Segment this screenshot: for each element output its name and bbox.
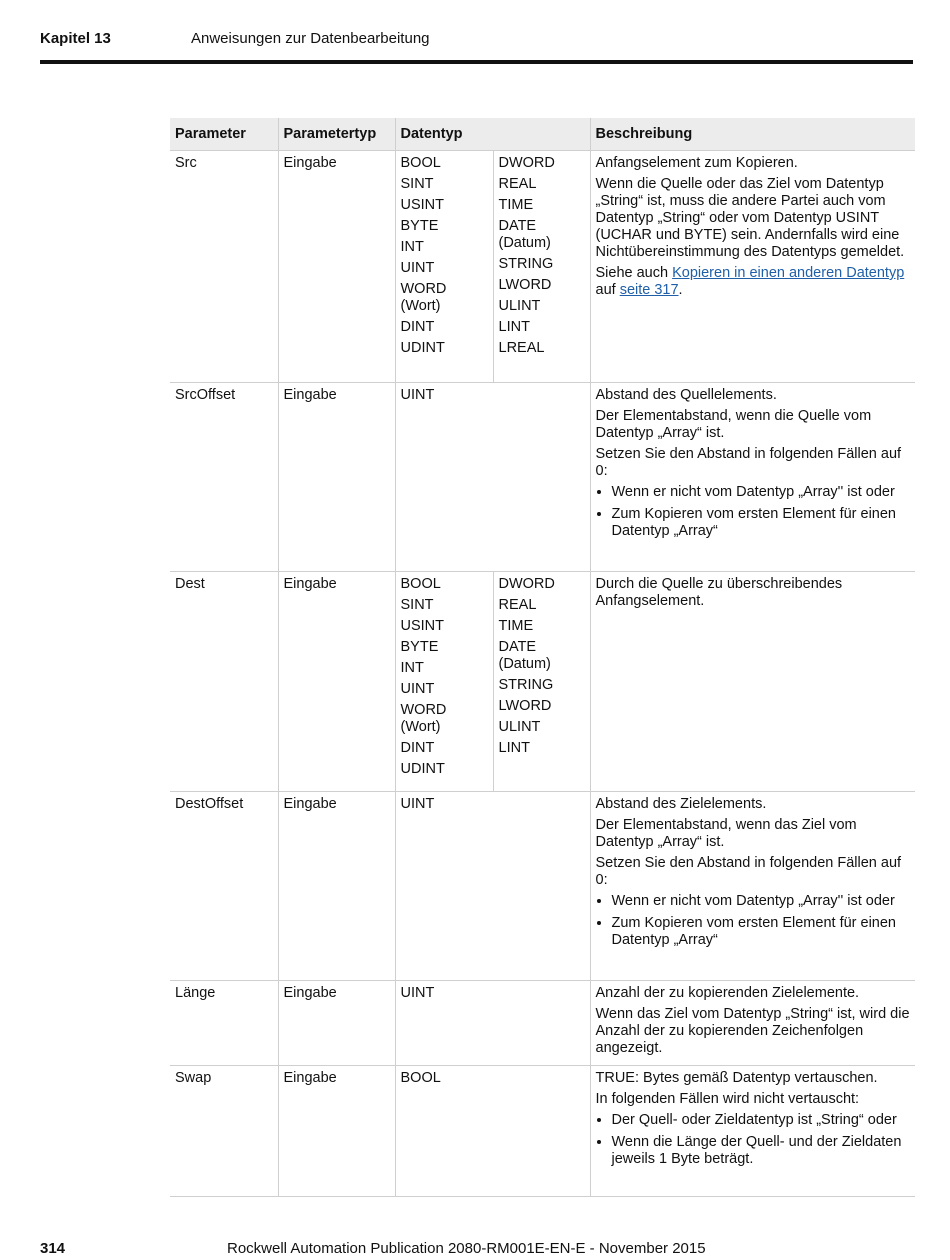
description-line: Durch die Quelle zu überschreibendes Anfangselement. [595,576,843,609]
description-line: Der Elementabstand, wenn das Ziel vom Datentyp „Array“ ist. [595,817,857,850]
datatype-item: INT [400,239,424,255]
page-number: 314 [40,1240,66,1257]
list-item: • Wenn er nicht vom Datentyp „Array'' ist oder [612,484,911,501]
description-cell [590,151,915,383]
description-line [596,265,911,299]
description-line: In folgenden Fällen wird nicht vertauscht: [595,1091,860,1107]
datatype-cell: BOOL [395,1066,590,1197]
datatype-item: REAL [498,176,537,192]
datatype-item: WORD (Wort) [400,702,447,735]
table-row-swap [170,1066,915,1197]
datatype-cell: UINT [395,792,590,981]
link-kopieren-datentyp[interactable]: Kopieren in einen anderen Datentyp [672,265,905,281]
see-also-text: . [678,282,683,298]
param-type: Eingabe [278,383,395,572]
datatype-item: USINT [400,197,444,213]
description-line: Wenn das Ziel vom Datentyp „String“ ist, wird die Anzahl der zu kopierenden Zeichenfolgen angezeigt. [595,1006,910,1056]
description-line: Wenn die Quelle oder das Ziel vom Datentyp „String“ ist, muss die andere Partei auch vom Datentyp „String“ oder vom Datentyp USINT (UCHAR und BYTE) sein. Andernfalls wird eine Nichtübereinstimmung des Datentyps gemeldet. [595,176,905,260]
chapter-title: Anweisungen zur Datenbearbeitung [191,30,430,47]
datatype-item: REAL [498,597,537,613]
param-type: Eingabe [278,1066,395,1197]
description-line: Anfangselement zum Kopieren. [595,155,798,171]
param-type: Eingabe [278,792,395,981]
datatype-item: LINT [498,740,530,756]
datatype-item: STRING [498,677,554,693]
list-item: • Zum Kopieren vom ersten Element für einen Datentyp „Array“ [612,506,911,540]
datatype-item: INT [400,660,424,676]
datatype-item: DWORD [498,576,555,592]
table-row-dest [170,572,915,792]
see-also-text: Siehe auch [595,265,673,281]
parameter-table [170,118,915,1197]
param-name: Dest [170,572,278,792]
datatype-cell [395,572,590,792]
list-item: • Der Quell- oder Zieldatentyp ist „String“ oder [612,1112,911,1129]
datatype-item: LWORD [498,698,552,714]
link-seite-317[interactable]: seite 317 [619,282,679,298]
page-header [40,28,913,64]
param-name: SrcOffset [170,383,278,572]
datatype-item: ULINT [498,298,541,314]
datatype-item: DATE (Datum) [498,639,551,672]
see-also-text: auf [595,282,620,298]
description-line: Setzen Sie den Abstand in folgenden Fällen auf 0: [595,855,902,888]
table-row-srcoffset [170,383,915,572]
datatype-item: UDINT [400,761,445,777]
description-line: Abstand des Quellelements. [595,387,777,403]
table-row-laenge [170,981,915,1066]
description-line: Der Elementabstand, wenn die Quelle vom Datentyp „Array“ ist. [595,408,872,441]
param-name: Swap [170,1066,278,1197]
description-cell [590,1066,915,1197]
datatype-item: DWORD [498,155,555,171]
datatype-item: BOOL [400,155,441,171]
header-parametertyp: Parametertyp [278,118,395,151]
datatype-item: LWORD [498,277,552,293]
table-header-row [170,118,915,151]
datatype-item: BOOL [400,576,441,592]
datatype-cell: UINT [395,981,590,1066]
bullet-list [596,1112,911,1168]
datatype-item: UINT [400,260,435,276]
table-row-src [170,151,915,383]
datatype-item: ULINT [498,719,541,735]
publication-info: Rockwell Automation Publication 2080-RM001E-EN-E - November 2015 [227,1240,706,1257]
description-line: Abstand des Zielelements. [595,796,767,812]
description-line: TRUE: Bytes gemäß Datentyp vertauschen. [595,1070,878,1086]
datatype-list-2 [493,151,590,382]
bullet-list [596,893,911,949]
datatype-list-1 [396,572,493,791]
param-name: Src [170,151,278,383]
datatype-item: TIME [498,618,534,634]
datatype-item: SINT [400,597,434,613]
datatype-cell [395,151,590,383]
table-row-destoffset [170,792,915,981]
param-type: Eingabe [278,151,395,383]
list-item: • Wenn die Länge der Quell- und der Zieldaten jeweils 1 Byte beträgt. [612,1134,911,1168]
datatype-item: BYTE [400,639,439,655]
datatype-item: WORD (Wort) [400,281,447,314]
datatype-item: DINT [400,740,435,756]
param-name: DestOffset [170,792,278,981]
chapter-number: Kapitel 13 [40,30,111,47]
datatype-item: USINT [400,618,444,634]
header-parameter: Parameter [170,118,278,151]
datatype-item: STRING [498,256,554,272]
datatype-list-1 [396,151,493,382]
header-beschreibung: Beschreibung [590,118,915,151]
datatype-item: DATE (Datum) [498,218,551,251]
datatype-cell: UINT [395,383,590,572]
datatype-list-2 [493,572,590,791]
datatype-item: SINT [400,176,434,192]
header-datentyp: Datentyp [395,118,590,151]
datatype-item: DINT [400,319,435,335]
description-line: Anzahl der zu kopierenden Zielelemente. [595,985,860,1001]
description-cell [590,981,915,1066]
description-cell [590,572,915,792]
bullet-list [596,484,911,540]
param-type: Eingabe [278,981,395,1066]
description-cell [590,383,915,572]
description-cell [590,792,915,981]
datatype-item: UDINT [400,340,445,356]
datatype-item: TIME [498,197,534,213]
list-item: • Wenn er nicht vom Datentyp „Array'' ist oder [612,893,911,910]
datatype-item: LINT [498,319,530,335]
list-item: • Zum Kopieren vom ersten Element für einen Datentyp „Array“ [612,915,911,949]
datatype-item: BYTE [400,218,439,234]
description-line: Setzen Sie den Abstand in folgenden Fällen auf 0: [595,446,902,479]
param-type: Eingabe [278,572,395,792]
param-name: Länge [170,981,278,1066]
datatype-item: LREAL [498,340,545,356]
datatype-item: UINT [400,681,435,697]
